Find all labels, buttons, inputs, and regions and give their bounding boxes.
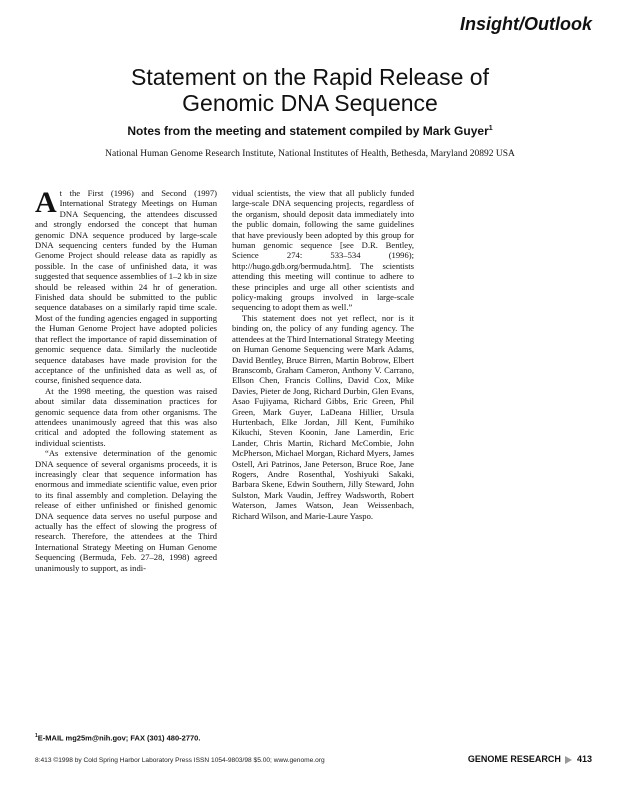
footnote-text: E-MAIL mg25m@nih.gov; FAX (301) 480-2770. xyxy=(37,733,201,743)
right-column xyxy=(232,188,414,521)
drop-cap: A xyxy=(35,186,57,219)
footnote xyxy=(35,733,200,743)
paragraph-text: t the First (1996) and Second (1997) International Strategy Meetings on Human DNA Sequencing, the attendees discussed and strongly endorsed the concept that human genomic DNA sequence produced by large-scale DNA sequencing centers funded by the Human Genome Project should release data as rapidly as possible. In the case of unfinished data, it was suggested that sequence assemblies of 1–2 kb in size should be released within 24 hr of generation. Finished data should be submitted to the public sequence databases on a similarly rapid time scale. Most of the funding agencies engaged in supporting the Human Genome Project have adopted policies that reflect the importance of rapid dissemination of genomic sequence data. Similarly the nucleotide sequence databases have made provision for the acceptance of the unfinished data as well as, of course, finished sequence data. xyxy=(35,188,217,386)
title-line-1: Statement on the Rapid Release of xyxy=(130,64,489,90)
subtitle-footnote-mark: 1 xyxy=(488,125,493,132)
left-column xyxy=(35,188,217,573)
paragraph: vidual scientists, the view that all publicly funded large-scale DNA sequencing projects, regardless of the organism, should deposit data immediately into the public domain, following the same guidelines that have previously been adopted by this group for human genomic sequence [see D.R. Bentley, Science 274: 533–534 (1996); http://hugo.gdb.org/bermuda.htm]. The scientists attending this meeting will continue to adhere to these principles and urge all other scientists and policy-making groups involved in large-scale sequencing to adopt them as well.” xyxy=(232,188,414,313)
paragraph: This statement does not yet reflect, nor is it binding on, the policy of any funding agency. The attendees at the Third International Strategy Meeting on Human Genome Sequencing were Mark Adams, David Bentley, Bruce Birren, Martin Bobrow, Elbert Branscomb, Graham Cameron, Anthony V. Carrano, Ellson Chen, Francis Collins, David Cox, Mike Davies, Pieter de Jong, Richard Durbin, Glen Evans, Asao Fujiyama, Richard Gibbs, Eric Green, Phil Green, Mark Guyer, LaDeana Hillier, Ursula Hurtenbach, Elke Jordan, Jill Kent, Fumihiko Kikuchi, Steven Koonin, Jane Lamerdin, Eric Lander, Chris Martin, Richard McCombie, John McPherson, Michael Morgan, Richard Myers, James Ostell, Ari Patrinos, Jane Peterson, Bruce Roe, Jane Rogers, Andre Rosenthal, Yoshiyuki Sakaki, Barbara Skene, Edwin Southern, Jilly Steward, John Sulston, Mark Vaudin, Jeffrey Wadsworth, Robert Waterson, James Watson, Jean Weissenbach, Richard Wilson, and Marie-Laure Yaspo. xyxy=(232,312,414,521)
footer-journal xyxy=(468,754,592,764)
footer-citation: 8:413 ©1998 by Cold Spring Harbor Laboratory Press ISSN 1054-9803/98 $5.00; www.genome.org xyxy=(35,757,325,764)
arrow-icon xyxy=(565,756,572,764)
paragraph: At the 1998 meeting, the question was raised about similar data dissemination practices for genomic sequence data from other organisms. The attendees unanimously agreed that this was also critical and adopted the following statement as individual scientists. xyxy=(35,385,217,448)
page-number: 413 xyxy=(576,754,592,764)
section-label: Insight/Outlook xyxy=(460,14,592,34)
paragraph: “As extensive determination of the genomic DNA sequence of several organisms proceeds, it is increasingly clear that sequence information has enormous and immediate scientific value, even prior to its final assembly and completion. Delaying the release of either unfinished or finished genomic DNA sequence data serves no useful purpose and actually has the effect of slowing the progress of research. Therefore, the attendees at the Third International Strategy Meeting on Human Genome Sequencing (Bermuda, Feb. 27–28, 1998) agreed unanimously to support, as indi- xyxy=(35,448,217,573)
title-line-2: Genomic DNA Sequence xyxy=(182,90,438,116)
affiliation: National Human Genome Research Institute, National Institutes of Health, Bethesda, Maryland 20892 USA xyxy=(105,149,515,159)
subtitle-text: Notes from the meeting and statement compiled by Mark Guyer xyxy=(127,124,489,138)
article-subtitle xyxy=(40,124,580,138)
footnote-mark: 1 xyxy=(35,733,38,739)
article-title xyxy=(40,64,580,116)
paragraph xyxy=(35,188,217,386)
journal-name: GENOME RESEARCH xyxy=(467,754,561,764)
